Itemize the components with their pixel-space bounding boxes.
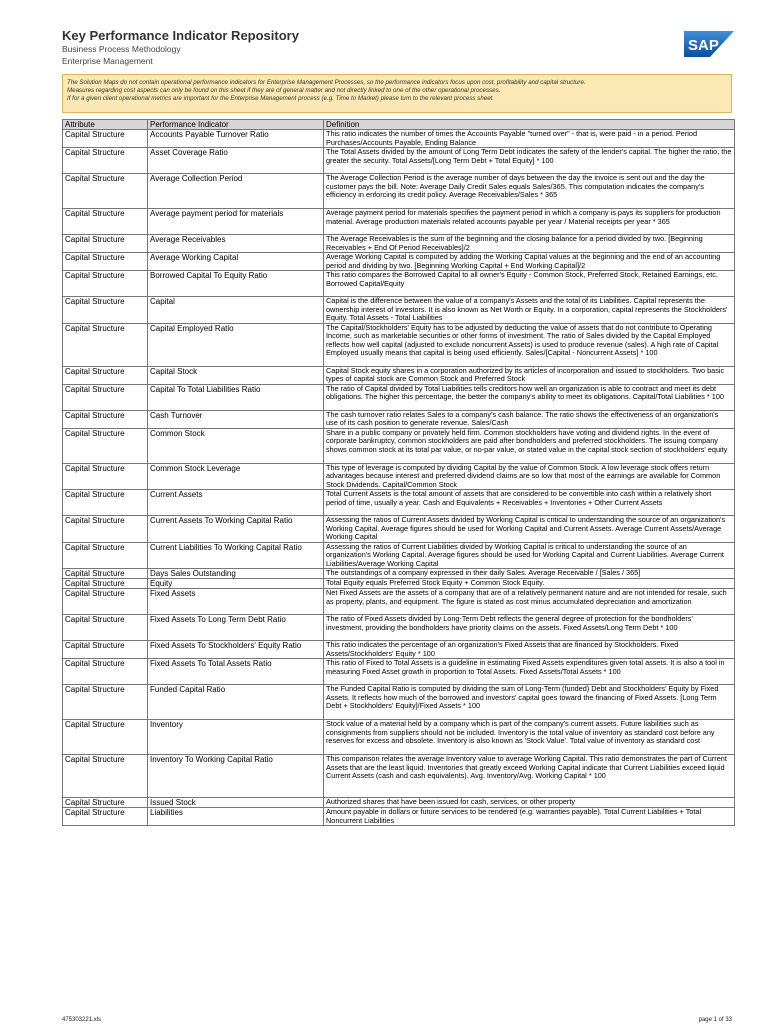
- attribute-cell: Capital Structure: [63, 253, 148, 271]
- definition-cell: The cash turnover ratio relates Sales to a company's cash balance. The ratio shows the effectiveness of an organization's use of its cash position to generate revenue. Sales/Cash: [324, 410, 735, 428]
- definition-cell: The Capital/Stockholders' Equity has to be adjusted by deducting the value of assets that do not contribute to Operating Income, such as marketable securities or other forms of investment. The ratio of Sales divided by the Capital Employed reflects how well capital (adjusted to exclude noncurrent Assets) is used to produce revenue (sales). A high rate of Capital Employed usually means that capital is being used efficiently. Sales/[Capital - Noncurrent Assets] * 100: [324, 323, 735, 366]
- performance-indicator-cell: Cash Turnover: [148, 410, 324, 428]
- attribute-cell: Capital Structure: [63, 271, 148, 297]
- attribute-cell: Capital Structure: [63, 209, 148, 235]
- table-row: [63, 323, 735, 366]
- performance-indicator-cell: Capital Employed Ratio: [148, 323, 324, 366]
- performance-indicator-cell: Inventory: [148, 720, 324, 755]
- definition-cell: The ratio of Capital divided by Total Liabilities tells creditors how well an organization is able to contract and meet its debt obligations. The higher this percentage, the better the company's ability to meet its obligations. Capital/Total Liabilities * 100: [324, 384, 735, 410]
- table-row: [63, 410, 735, 428]
- footer-page-number: page 1 of 33: [698, 1017, 732, 1023]
- attribute-cell: Capital Structure: [63, 641, 148, 659]
- column-header-definition: Definition: [324, 120, 735, 130]
- table-row: [63, 253, 735, 271]
- sap-logo: [684, 31, 734, 57]
- performance-indicator-cell: Liabilities: [148, 808, 324, 826]
- definition-cell: Total Current Assets is the total amount of assets that are considered to be convertible into cash within a relatively short period of time, usually a year. Cash and Equivalents + Receivables + Inventories + Other Current Assets: [324, 490, 735, 516]
- table-row: [63, 579, 735, 589]
- performance-indicator-cell: Common Stock: [148, 428, 324, 463]
- attribute-cell: Capital Structure: [63, 323, 148, 366]
- definition-cell: The outstandings of a company expressed in their daily Sales. Average Receivable / [Sales / 365]: [324, 569, 735, 579]
- attribute-cell: Capital Structure: [63, 490, 148, 516]
- definition-cell: Net Fixed Assets are the assets of a company that are of a relatively permanent nature and are not intended for resale, such as property, plants, and equipment. The figure is stated as cost minus accumulated depreciation and amortization: [324, 589, 735, 615]
- table-row: [63, 641, 735, 659]
- attribute-cell: Capital Structure: [63, 569, 148, 579]
- attribute-cell: Capital Structure: [63, 463, 148, 490]
- performance-indicator-cell: Average Receivables: [148, 235, 324, 253]
- attribute-cell: Capital Structure: [63, 659, 148, 685]
- definition-cell: Assessing the ratios of Current Liabilities divided by Working Capital is critical to understanding the source of an organization's Working Capital. Average figures should be used for Working Capital and Current Liabilities. Average Current Liabilities/Average Working Capital: [324, 542, 735, 569]
- attribute-cell: Capital Structure: [63, 542, 148, 569]
- table-row: [63, 569, 735, 579]
- table-row: [63, 615, 735, 641]
- column-header-performance-indicator: Performance Indicator: [148, 120, 324, 130]
- definition-cell: Average payment period for materials specifies the payment period in which a company is pays its suppliers for production material. Average production materials related accounts payable per year / Material receipts per year * 365: [324, 209, 735, 235]
- attribute-cell: Capital Structure: [63, 235, 148, 253]
- attribute-cell: Capital Structure: [63, 297, 148, 324]
- table-row: [63, 148, 735, 174]
- table-row: [63, 589, 735, 615]
- definition-cell: Stock value of a material held by a company which is part of the company's current assets. Future liabilities such as consignments from suppliers should not be included. Inventory is the total value of inventory as standard cost before any reserves for excess and obsolete. Inventory is also known as 'Stock Value'. Total value of inventory as standard cost: [324, 720, 735, 755]
- performance-indicator-cell: Fixed Assets To Stockholders' Equity Ratio: [148, 641, 324, 659]
- performance-indicator-cell: Funded Capital Ratio: [148, 685, 324, 720]
- definition-cell: This ratio indicates the percentage of an organization's Fixed Assets that are financed by Stockholders. Fixed Assets/Stockholders' Equity * 100: [324, 641, 735, 659]
- attribute-cell: Capital Structure: [63, 384, 148, 410]
- performance-indicator-cell: Current Assets To Working Capital Ratio: [148, 516, 324, 543]
- performance-indicator-cell: Fixed Assets To Long Term Debt Ratio: [148, 615, 324, 641]
- table-row: [63, 174, 735, 209]
- table-row: [63, 798, 735, 808]
- performance-indicator-cell: Accounts Payable Turnover Ratio: [148, 130, 324, 148]
- performance-indicator-cell: Equity: [148, 579, 324, 589]
- column-header-attribute: Attribute: [63, 120, 148, 130]
- performance-indicator-cell: Average Collection Period: [148, 174, 324, 209]
- attribute-cell: Capital Structure: [63, 174, 148, 209]
- definition-cell: Share in a public company or privately held firm. Common stockholders have voting and dividend rights. In the event of corporate bankruptcy, common stockholders are paid after bondholders and preferred stockholders. The issuing company shows common stock at its total par value, or no-par value, or stated value in the capital stock section of stockholders' equity: [324, 428, 735, 463]
- performance-indicator-cell: Asset Coverage Ratio: [148, 148, 324, 174]
- attribute-cell: Capital Structure: [63, 579, 148, 589]
- performance-indicator-cell: Average payment period for materials: [148, 209, 324, 235]
- table-row: [63, 516, 735, 543]
- table-row: [63, 130, 735, 148]
- table-row: [63, 384, 735, 410]
- definition-cell: This ratio compares the Borrowed Capital to all owner's Equity - Common Stock, Preferred Stock, Retained Earnings, etc. Borrowed Capital/Equity: [324, 271, 735, 297]
- performance-indicator-cell: Current Liabilities To Working Capital Ratio: [148, 542, 324, 569]
- sap-logo-text: SAP: [688, 37, 719, 54]
- table-row: [63, 209, 735, 235]
- table-row: [63, 685, 735, 720]
- document-title: Key Performance Indicator Repository: [62, 28, 299, 43]
- document-subtitle-methodology: Business Process Methodology: [62, 44, 181, 54]
- definition-cell: The Average Receivables is the sum of the beginning and the closing balance for a period divided by two. [Beginning Receivables + End Of Period Receivables]/2: [324, 235, 735, 253]
- attribute-cell: Capital Structure: [63, 685, 148, 720]
- table-header-row: [63, 120, 735, 130]
- definition-cell: Total Equity equals Preferred Stock Equity + Common Stock Equity.: [324, 579, 735, 589]
- table-row: [63, 490, 735, 516]
- definition-cell: Amount payable in dollars or future services to be rendered (e.g. warranties payable). Total Current Liabilities + Total Noncurrent Liabilities: [324, 808, 735, 826]
- notice-line: The Solution Maps do not contain operational performance indicators for Enterprise Management Processes, so the performance indicators focus upon cost, profitability and capital structure.: [67, 79, 586, 86]
- table-row: [63, 720, 735, 755]
- definition-cell: Average Working Capital is computed by adding the Working Capital values at the beginning and the end of an accounting period and dividing by two. [Beginning Working Capital + End Working Capital]/2: [324, 253, 735, 271]
- attribute-cell: Capital Structure: [63, 410, 148, 428]
- performance-indicator-cell: Capital: [148, 297, 324, 324]
- performance-indicator-cell: Fixed Assets: [148, 589, 324, 615]
- attribute-cell: Capital Structure: [63, 428, 148, 463]
- attribute-cell: Capital Structure: [63, 615, 148, 641]
- attribute-cell: Capital Structure: [63, 808, 148, 826]
- definition-cell: This ratio indicates the number of times the Accounts Payable "turned over" - that is, were paid - in a period. Period Purchases/Accounts Payable, Ending Balance: [324, 130, 735, 148]
- definition-cell: The Average Collection Period is the average number of days between the day the invoice is sent out and the day the customer pays the bill. Note: Average Daily Credit Sales equals Sales/365. This computation indicates the company's efficiency in enforcing its credit policy. Average Receivables/Sales * 365: [324, 174, 735, 209]
- definition-cell: Capital Stock equity shares in a corporation authorized by its articles of incorporation and issued to stockholders. Two basic types of capital stock are Common Stock and Preferred Stock: [324, 366, 735, 384]
- performance-indicator-cell: Borrowed Capital To Equity Ratio: [148, 271, 324, 297]
- definition-cell: This type of leverage is computed by dividing Capital by the value of Common Stock. A low leverage stock offers return advantages because interest and preferred dividend claims are so low that most of the earnings are available for Common Stock Dividends. Capital/Common Stock: [324, 463, 735, 490]
- table-row: [63, 428, 735, 463]
- performance-indicator-cell: Capital Stock: [148, 366, 324, 384]
- table-row: [63, 366, 735, 384]
- attribute-cell: Capital Structure: [63, 366, 148, 384]
- attribute-cell: Capital Structure: [63, 130, 148, 148]
- definition-cell: The ratio of Fixed Assets divided by Long-Term Debt reflects the general degree of protection for the bondholders' investment, providing the bondholders have priority claims on the assets. Fixed Assets/Long Term Debt * 100: [324, 615, 735, 641]
- attribute-cell: Capital Structure: [63, 755, 148, 798]
- table-row: [63, 542, 735, 569]
- performance-indicator-cell: Common Stock Leverage: [148, 463, 324, 490]
- definition-cell: Assessing the ratios of Current Assets divided by Working Capital is critical to understanding the source of an organization's Working Capital. Average figures should be used for Working Capital and Current Assets. Average Current Assets/Average Working Capital: [324, 516, 735, 543]
- table-row: [63, 235, 735, 253]
- table-row: [63, 463, 735, 490]
- definition-cell: Authorized shares that have been issued for cash, services, or other property: [324, 798, 735, 808]
- kpi-table: [62, 119, 735, 826]
- definition-cell: This ratio of Fixed to Total Assets is a guideline in estimating Fixed Assets expenditures given total assets. It is also a tool in measuring Fixed Asset growth in proportion to Total Assets. Fixed Assets/Total Assets * 100: [324, 659, 735, 685]
- table-row: [63, 808, 735, 826]
- footer-filename: 475303221.xls: [62, 1017, 102, 1023]
- performance-indicator-cell: Capital To Total Liabilities Ratio: [148, 384, 324, 410]
- page-header: [62, 28, 734, 70]
- performance-indicator-cell: Days Sales Outstanding: [148, 569, 324, 579]
- table-row: [63, 755, 735, 798]
- document-subtitle-area: Enterprise Management: [62, 56, 153, 66]
- notice-line: Measures regarding cost aspects can only be found on this sheet if they are of general matter and not directly linked to one of the other operational processes.: [67, 87, 501, 94]
- definition-cell: The Total Assets divided by the amount of Long Term Debt indicates the safety of the lender's capital. The higher the ratio, the greater the security. Total Assets/[Long Term Debt + Total Equity] * 100: [324, 148, 735, 174]
- definition-cell: The Funded Capital Ratio is computed by dividing the sum of Long-Term (funded) Debt and Stockholders' Equity by Fixed Assets. It reflects how much of the borrowed and investors' capital goes toward the financing of Fixed Assets. [Long Term Debt + Stockholders' Equity]/Fixed Assets * 100: [324, 685, 735, 720]
- table-row: [63, 659, 735, 685]
- performance-indicator-cell: Average Working Capital: [148, 253, 324, 271]
- attribute-cell: Capital Structure: [63, 148, 148, 174]
- table-row: [63, 297, 735, 324]
- attribute-cell: Capital Structure: [63, 720, 148, 755]
- attribute-cell: Capital Structure: [63, 798, 148, 808]
- notice-box: [62, 74, 732, 113]
- definition-cell: Capital is the difference between the value of a company's Assets and the total of its Liabilities. Capital represents the ownership interest of investors. It is also known as Net Worth or Equity. In a corporation, capital represents the Stockholders' Equity. Total Assets - Total Liabilities: [324, 297, 735, 324]
- notice-line: If for a given client operational metrics are important for the Enterprise Management process (e.g. Time to Market) please turn to the relevant process sheet.: [67, 95, 495, 102]
- table-row: [63, 271, 735, 297]
- attribute-cell: Capital Structure: [63, 516, 148, 543]
- definition-cell: This comparison relates the average Inventory value to average Working Capital. This ratio demonstrates the part of Current Assets that are the least liquid. Inventories that greatly exceed Working Capital indicate that Current Liabilities exceed liquid Current Assets (cash and cash equivalents). Avg. Inventory/Avg. Working Capital * 100: [324, 755, 735, 798]
- attribute-cell: Capital Structure: [63, 589, 148, 615]
- performance-indicator-cell: Inventory To Working Capital Ratio: [148, 755, 324, 798]
- performance-indicator-cell: Fixed Assets To Total Assets Ratio: [148, 659, 324, 685]
- performance-indicator-cell: Issued Stock: [148, 798, 324, 808]
- performance-indicator-cell: Current Assets: [148, 490, 324, 516]
